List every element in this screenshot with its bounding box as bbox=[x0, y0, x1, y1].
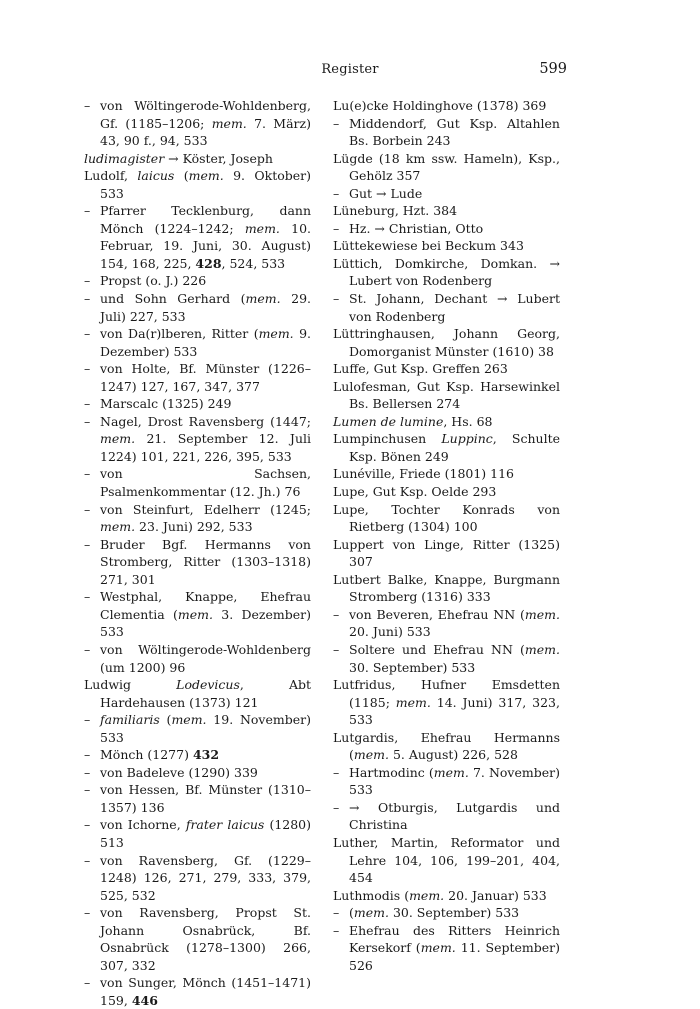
register-entry bbox=[333, 676, 560, 729]
register-entry bbox=[333, 571, 560, 606]
register-entry bbox=[333, 834, 560, 887]
register-subentry bbox=[84, 852, 311, 905]
entry-text: von Sachsen, Psalmenkommentar (12. Jh.) 76 bbox=[100, 466, 311, 500]
register-entry bbox=[84, 676, 311, 711]
entry-text: Lüttringhausen, Johann Georg, Domorganist Münster (1610) 38 bbox=[333, 326, 560, 359]
entry-text: von Ravensberg, Propst St. Johann Osnabrück, Bf. Osnabrück (1278–1300) 266, 307, 332 bbox=[100, 905, 311, 973]
subentry-dash: – bbox=[333, 764, 340, 780]
subentry-dash: – bbox=[84, 396, 91, 412]
entry-text: Luthmodis (mem. 20. Januar) 533 bbox=[333, 887, 547, 903]
subentry-dash: – bbox=[333, 922, 340, 938]
subentry-dash: – bbox=[84, 641, 91, 657]
entry-text: Luther, Martin, Reformator und Lehre 104, 106, 199–201, 404, 454 bbox=[333, 834, 560, 886]
entry-text: Pfarrer Tecklenburg, dann Mönch (1224–1242; mem. 10. Februar, 19. Juni, 30. August) 154, 168, 225, 428, 524, 533 bbox=[100, 203, 311, 271]
entry-text: von Holte, Bf. Münster (1226–1247) 127, 167, 347, 377 bbox=[100, 361, 311, 394]
register-subentry bbox=[84, 395, 311, 413]
entry-text: Mönch (1277) 432 bbox=[100, 747, 220, 763]
subentry-dash: – bbox=[84, 975, 91, 991]
entry-text: Ludwig Lodevicus, Abt Hardehausen (1373) 121 bbox=[84, 677, 312, 710]
register-entry bbox=[333, 501, 560, 536]
register-subentry bbox=[333, 290, 560, 325]
running-header-title: Register bbox=[321, 62, 379, 77]
register-column-right bbox=[333, 97, 560, 974]
register-entry bbox=[333, 360, 560, 378]
entry-text: von Wöltingerode-Wohldenberg (um 1200) 96 bbox=[100, 641, 311, 675]
subentry-dash: – bbox=[84, 98, 91, 113]
register-subentry bbox=[84, 536, 311, 589]
entry-text: von Wöltingerode-Wohldenberg, Gf. (1185–1206; mem. 7. März) 43, 90 f., 94, 533 bbox=[100, 98, 311, 149]
subentry-dash: – bbox=[333, 185, 340, 201]
entry-text: → Otburgis, Lutgardis und Christina bbox=[349, 799, 560, 833]
subentry-dash: – bbox=[333, 799, 340, 815]
entry-text: St. Johann, Dechant → Lubert von Rodenberg bbox=[349, 291, 560, 324]
register-subentry bbox=[333, 799, 560, 834]
register-subentry bbox=[84, 97, 311, 150]
entry-text: von Steinfurt, Edelherr (1245; mem. 23. Juni) 292, 533 bbox=[100, 501, 311, 535]
subentry-dash: – bbox=[333, 905, 340, 921]
register-subentry bbox=[333, 922, 560, 975]
entry-text: Lupe, Gut Ksp. Oelde 293 bbox=[333, 484, 497, 500]
entry-text: Nagel, Drost Ravensberg (1447; mem. 21. September 12. Juli 1224) 101, 221, 226, 395, 533 bbox=[100, 413, 311, 464]
register-subentry bbox=[333, 606, 560, 641]
entry-text: von Ichorne, frater laicus (1280) 513 bbox=[100, 817, 312, 850]
register-column-left bbox=[84, 97, 311, 1009]
register-subentry bbox=[84, 764, 311, 782]
entry-text: von Da(r)lberen, Ritter (mem. 9. Dezember) 533 bbox=[100, 326, 311, 359]
register-subentry bbox=[84, 816, 311, 851]
register-entry bbox=[333, 536, 560, 571]
entry-text: Marscalc (1325) 249 bbox=[100, 396, 232, 412]
register-entry bbox=[333, 325, 560, 360]
entry-text: Lumen de lumine, Hs. 68 bbox=[333, 413, 493, 429]
subentry-dash: – bbox=[84, 413, 91, 429]
entry-text: ludimagister → Köster, Joseph bbox=[84, 150, 273, 166]
entry-text: Luppert von Linge, Ritter (1325) 307 bbox=[333, 536, 560, 570]
register-subentry bbox=[333, 220, 560, 238]
subentry-dash: – bbox=[84, 905, 91, 921]
entry-text: Lüttekewiese bei Beckum 343 bbox=[333, 238, 524, 254]
entry-text: Lüneburg, Hzt. 384 bbox=[333, 203, 458, 219]
page-number: 599 bbox=[539, 61, 567, 77]
entry-text: Lüttich, Domkirche, Domkan. → Lubert von Rodenberg bbox=[333, 255, 560, 289]
register-subentry bbox=[333, 641, 560, 676]
register-entry bbox=[333, 97, 560, 115]
register-entry bbox=[333, 887, 560, 905]
register-subentry bbox=[84, 781, 311, 816]
subentry-dash: – bbox=[84, 747, 91, 763]
entry-text: Lumpinchusen Luppinc, Schulte Ksp. Bönen 249 bbox=[333, 431, 560, 464]
subentry-dash: – bbox=[84, 764, 91, 780]
entry-text: Bruder Bgf. Hermanns von Stromberg, Ritter (1303–1318) 271, 301 bbox=[100, 536, 311, 587]
register-subentry bbox=[84, 413, 311, 466]
entry-text: und Sohn Gerhard (mem. 29. Juli) 227, 533 bbox=[100, 291, 311, 324]
entry-text: Gut → Lude bbox=[349, 185, 423, 201]
entry-text: Hz. → Christian, Otto bbox=[349, 220, 484, 236]
register-entry bbox=[333, 413, 560, 431]
register-subentry bbox=[84, 974, 311, 1009]
subentry-dash: – bbox=[84, 589, 91, 605]
register-entry bbox=[333, 202, 560, 220]
register-entry bbox=[333, 255, 560, 290]
register-subentry bbox=[333, 764, 560, 799]
entry-text: Lu(e)cke Holdinghove (1378) 369 bbox=[333, 98, 547, 113]
register-subentry bbox=[84, 588, 311, 641]
register-subentry bbox=[84, 465, 311, 500]
register-subentry bbox=[84, 641, 311, 676]
entry-text: Hartmodinc (mem. 7. November) 533 bbox=[349, 764, 560, 798]
subentry-dash: – bbox=[84, 326, 91, 342]
entry-text: Lupe, Tochter Konrads von Rietberg (1304) 100 bbox=[333, 501, 560, 535]
entry-text: Middendorf, Gut Ksp. Altahlen Bs. Borbein 243 bbox=[349, 115, 560, 149]
entry-text: von Badeleve (1290) 339 bbox=[100, 764, 258, 780]
register-subentry bbox=[84, 904, 311, 974]
subentry-dash: – bbox=[333, 606, 340, 622]
subentry-dash: – bbox=[84, 291, 91, 307]
register-subentry bbox=[84, 711, 311, 746]
entry-text: Lutbert Balke, Knappe, Burgmann Stromberg (1316) 333 bbox=[333, 571, 560, 605]
register-entry bbox=[333, 378, 560, 413]
subentry-dash: – bbox=[84, 203, 91, 219]
register-subentry bbox=[84, 325, 311, 360]
entry-text: Lunéville, Friede (1801) 116 bbox=[333, 466, 515, 482]
entry-text: von Sunger, Mönch (1451–1471) 159, 446 bbox=[100, 975, 311, 1008]
entry-text: Propst (o. J.) 226 bbox=[100, 273, 207, 289]
register-entry bbox=[84, 150, 311, 168]
entry-text: Lutfridus, Hufner Emsdetten (1185; mem. 14. Juni) 317, 323, 533 bbox=[333, 677, 560, 728]
entry-text: Lügde (18 km ssw. Hameln), Ksp., Gehölz 357 bbox=[333, 150, 560, 184]
register-subentry bbox=[333, 185, 560, 203]
entry-text: familiaris (mem. 19. November) 533 bbox=[100, 712, 311, 745]
entry-text: Luffe, Gut Ksp. Greffen 263 bbox=[333, 361, 508, 377]
subentry-dash: – bbox=[84, 782, 91, 798]
entry-text: von Beveren, Ehefrau NN (mem. 20. Juni) 533 bbox=[349, 606, 560, 640]
entry-text: von Hessen, Bf. Münster (1310–1357) 136 bbox=[100, 782, 311, 815]
subentry-dash: – bbox=[84, 466, 91, 482]
entry-text: Soltere und Ehefrau NN (mem. 30. September) 533 bbox=[349, 641, 560, 675]
entry-text: Ludolf, laicus (mem. 9. Oktober) 533 bbox=[84, 168, 311, 201]
subentry-dash: – bbox=[84, 273, 91, 289]
register-subentry bbox=[333, 115, 560, 150]
register-subentry bbox=[84, 272, 311, 290]
subentry-dash: – bbox=[84, 712, 91, 728]
register-subentry bbox=[84, 290, 311, 325]
register-subentry bbox=[333, 904, 560, 922]
subentry-dash: – bbox=[333, 220, 340, 236]
subentry-dash: – bbox=[84, 852, 91, 868]
register-entry bbox=[333, 430, 560, 465]
entry-text: (mem. 30. September) 533 bbox=[349, 905, 520, 921]
register-entry bbox=[333, 465, 560, 483]
entry-text: Lulofesman, Gut Ksp. Harsewinkel Bs. Bellersen 274 bbox=[333, 378, 560, 412]
subentry-dash: – bbox=[84, 501, 91, 517]
register-entry bbox=[84, 167, 311, 202]
register-subentry bbox=[84, 360, 311, 395]
subentry-dash: – bbox=[84, 361, 91, 377]
entry-text: von Ravensberg, Gf. (1229–1248) 126, 271, 279, 333, 379, 525, 532 bbox=[100, 852, 311, 903]
register-entry bbox=[333, 237, 560, 255]
register-entry bbox=[333, 150, 560, 185]
subentry-dash: – bbox=[333, 291, 340, 307]
register-entry bbox=[333, 483, 560, 501]
register-entry bbox=[333, 729, 560, 764]
subentry-dash: – bbox=[333, 115, 340, 131]
entry-text: Ehefrau des Ritters Heinrich Kersekorf (mem. 11. September) 526 bbox=[349, 922, 560, 973]
register-subentry bbox=[84, 202, 311, 272]
entry-text: Lutgardis, Ehefrau Hermanns (mem. 5. August) 226, 528 bbox=[333, 729, 560, 763]
register-subentry bbox=[84, 501, 311, 536]
entry-text: Westphal, Knappe, Ehefrau Clementia (mem. 3. Dezember) 533 bbox=[100, 589, 311, 640]
subentry-dash: – bbox=[84, 536, 91, 552]
register-subentry bbox=[84, 746, 311, 764]
subentry-dash: – bbox=[84, 817, 91, 833]
subentry-dash: – bbox=[333, 641, 340, 657]
